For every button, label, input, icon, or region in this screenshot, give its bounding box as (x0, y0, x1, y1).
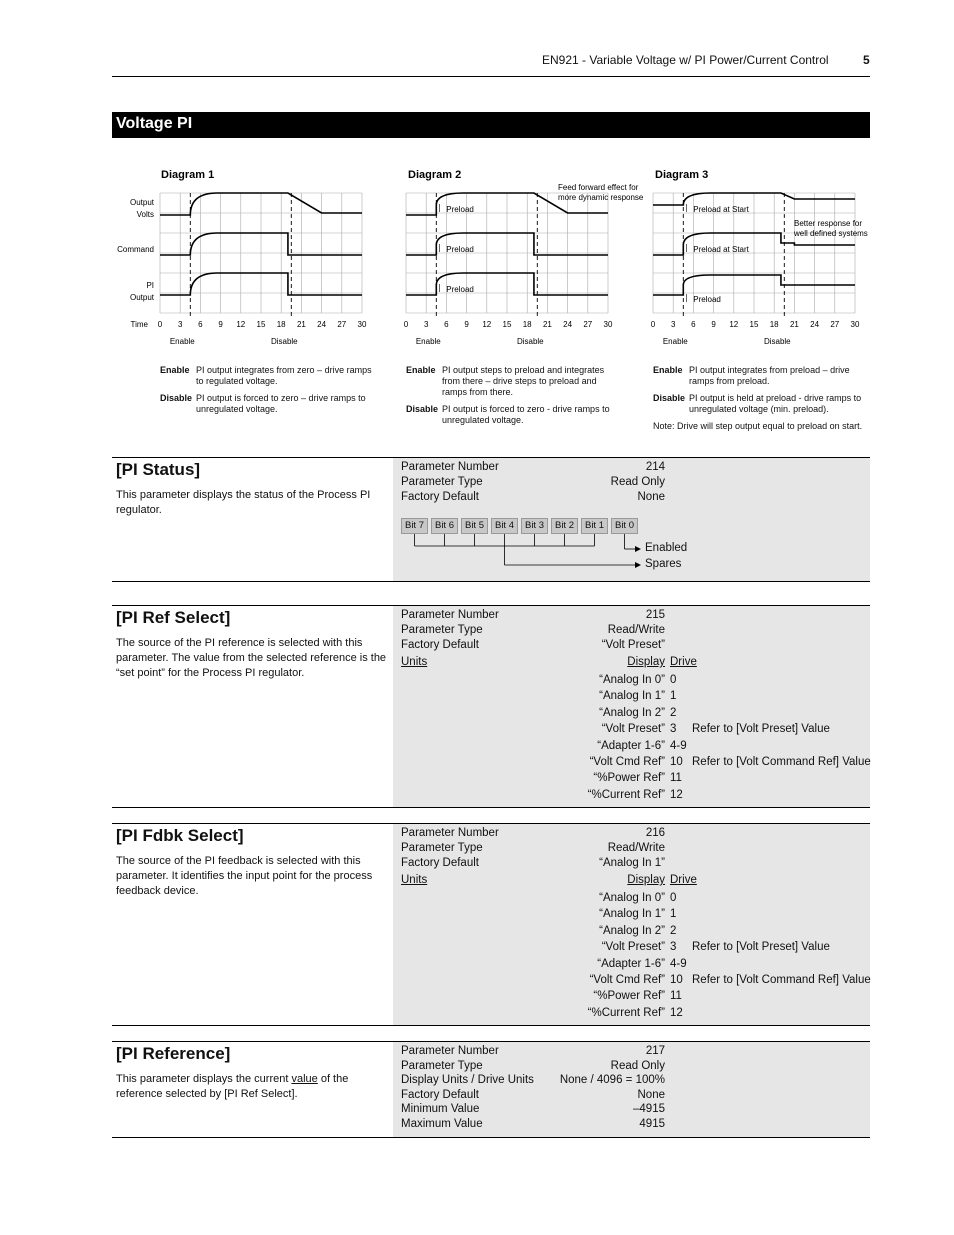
desc-text: PI output is forced to zero - drive ramps to unregulated voltage. (442, 404, 610, 425)
tick-label: 12 (729, 320, 739, 329)
param-field-label: Display Units / Drive Units (401, 1074, 534, 1087)
tick-label: 30 (850, 320, 860, 329)
param-description: The source of the PI feedback is selected with this parameter. It identifies the input point for the process feedback device. (116, 855, 373, 897)
desc-text: PI output integrates from preload – drive ramps from preload. (689, 365, 850, 386)
preload-label: Preload at Start (693, 245, 749, 254)
tick-label: 24 (317, 320, 327, 329)
param-field-value: Read Only (610, 1059, 665, 1072)
enable-label: Enable (415, 337, 441, 346)
diagram-note: Note: Drive will step output equal to preload on start. (653, 421, 863, 431)
tick-label: 27 (830, 320, 840, 329)
option-note: Refer to [Volt Preset] Value (692, 941, 830, 954)
option-display: “Analog In 0” (599, 674, 665, 686)
tick-label: 0 (650, 320, 656, 329)
param-description: The source of the PI reference is selected with this parameter. The value from the selected reference is the “set point” for the Process PI regulator. (116, 637, 387, 679)
tick-label: 15 (502, 320, 512, 329)
desc-term: Disable (653, 393, 686, 403)
desc-term: Enable (653, 365, 683, 375)
desc-text: PI output integrates from zero – drive ramps to regulated voltage. (196, 365, 372, 386)
desc-term: Enable (160, 365, 190, 375)
param-field-value: “Volt Preset” (601, 639, 665, 651)
time-label: Time (130, 320, 148, 329)
bit-label: Bit 4 (491, 518, 518, 534)
preload-label: Preload (693, 295, 721, 304)
tick-label: 18 (522, 320, 532, 329)
tick-label: 3 (177, 320, 183, 329)
diagram-description (406, 365, 618, 432)
param-field-label: Parameter Number (401, 1045, 499, 1057)
option-drive-value: 1 (670, 908, 677, 921)
param-field-value: 214 (645, 461, 665, 473)
bit-legend: Enabled (645, 542, 688, 554)
bit-label: Bit 5 (461, 518, 488, 534)
param-field-value: 217 (645, 1045, 665, 1057)
option-drive-value: 2 (670, 924, 677, 937)
bit-label: Bit 0 (611, 518, 638, 534)
disable-label: Disable (270, 337, 298, 346)
param-field-label: Factory Default (401, 639, 479, 651)
option-display: “Analog In 1” (599, 908, 665, 921)
diagram-3 (651, 169, 868, 346)
param-pi-reference (112, 1041, 870, 1138)
diagram-title: Diagram 3 (655, 169, 709, 181)
param-field-label: Factory Default (401, 857, 479, 869)
desc-term: Enable (406, 365, 436, 375)
option-drive-value: 12 (670, 1006, 683, 1019)
tick-label: 6 (198, 320, 203, 329)
preload-label: Preload (446, 205, 474, 214)
row-label: Output Volts (129, 198, 154, 219)
tick-label: 12 (236, 320, 246, 329)
param-field-label: Minimum Value (401, 1103, 480, 1116)
display-header: Display (627, 874, 665, 886)
option-display: “Analog In 2” (599, 924, 665, 937)
param-title: [PI Fdbk Select] (116, 826, 244, 845)
tick-label: 21 (296, 320, 306, 329)
desc-term: Disable (160, 393, 193, 403)
option-drive-value: 10 (670, 756, 683, 768)
tick-label: 30 (603, 320, 613, 329)
option-drive-value: 3 (670, 941, 677, 954)
header-title: EN921 - Variable Voltage w/ PI Power/Current Control (542, 53, 829, 67)
option-drive-value: 12 (670, 788, 683, 801)
param-field-value: –4915 (633, 1103, 665, 1116)
drive-header: Drive (670, 874, 697, 886)
tick-label: 18 (769, 320, 779, 329)
tick-label: 9 (464, 320, 469, 329)
tick-label: 21 (542, 320, 552, 329)
option-display: “Volt Preset” (601, 941, 665, 954)
bit-label: Bit 6 (431, 518, 458, 534)
disable-label: Disable (516, 337, 544, 346)
tick-label: 21 (789, 320, 799, 329)
diagram-1 (117, 169, 367, 346)
option-drive-value: 0 (670, 892, 677, 904)
tick-label: 15 (256, 320, 266, 329)
tick-label: 27 (337, 320, 347, 329)
option-display: “Adapter 1-6” (597, 957, 665, 970)
bit-label: Bit 1 (581, 518, 608, 534)
diagram-title: Diagram 2 (408, 169, 462, 181)
bit-map-lines (393, 534, 653, 574)
param-field-value: Read/Write (607, 624, 665, 636)
param-pi-status (112, 457, 870, 582)
desc-text: PI output steps to preload and integrates from there – drive steps to preload and ramps from there. (442, 365, 605, 397)
option-note: Refer to [Volt Command Ref] Value (692, 756, 871, 768)
page-number: 5 (863, 53, 870, 67)
param-field-label: Parameter Number (401, 609, 499, 621)
param-field-label: Parameter Type (401, 1059, 483, 1072)
tick-label: 9 (711, 320, 716, 329)
tick-label: 0 (403, 320, 409, 329)
option-drive-value: 11 (670, 772, 682, 785)
param-field-label: Factory Default (401, 491, 479, 503)
param-details (393, 458, 870, 581)
section-title: Voltage PI (112, 112, 870, 138)
tick-label: 15 (749, 320, 759, 329)
tick-label: 18 (276, 320, 286, 329)
header-rule (112, 76, 870, 77)
display-header: Display (627, 656, 665, 668)
diagram-2 (404, 169, 644, 346)
bit-label: Bit 2 (551, 518, 578, 534)
param-field-label: Maximum Value (401, 1118, 483, 1130)
param-field-value: None (637, 1088, 665, 1101)
row-label: PI Output (129, 281, 154, 302)
diagram-description (160, 365, 372, 421)
param-details (393, 824, 870, 1025)
param-field-value: 216 (645, 827, 665, 839)
param-pi-ref-select (112, 605, 870, 808)
desc-text: PI output is held at preload - drive ramps to unregulated voltage (min. preload). (689, 393, 862, 414)
tick-label: 24 (563, 320, 573, 329)
option-drive-value: 1 (670, 690, 677, 703)
param-title: [PI Reference] (116, 1044, 231, 1063)
bit-legend: Spares (645, 558, 682, 570)
param-field-value: Read/Write (607, 842, 665, 854)
param-details (393, 606, 870, 807)
option-display: “Analog In 2” (599, 706, 665, 719)
annotation: Feed forward effect for more dynamic response (558, 183, 644, 202)
option-display: “%Power Ref” (593, 772, 665, 785)
param-field-value: None (637, 491, 665, 503)
option-drive-value: 11 (670, 990, 682, 1003)
param-title: [PI Status] (116, 460, 201, 479)
param-pi-fdbk-select (112, 823, 870, 1026)
option-drive-value: 2 (670, 706, 677, 719)
annotation: Better response for well defined systems (794, 219, 868, 238)
option-display: “Volt Preset” (601, 723, 665, 736)
param-field-label: Parameter Type (401, 624, 483, 636)
param-field-label: Factory Default (401, 1088, 479, 1101)
bit-label: Bit 3 (521, 518, 548, 534)
param-field-label: Parameter Number (401, 461, 499, 473)
tick-label: 24 (810, 320, 820, 329)
param-field-label: Parameter Type (401, 476, 483, 488)
preload-label: Preload (446, 245, 474, 254)
param-title: [PI Ref Select] (116, 608, 231, 627)
param-field-value: “Analog In 1” (599, 857, 665, 869)
tick-label: 6 (691, 320, 696, 329)
tick-label: 27 (583, 320, 593, 329)
option-note: Refer to [Volt Command Ref] Value (692, 974, 871, 986)
tick-label: 0 (157, 320, 163, 329)
option-display: “%Current Ref” (587, 1006, 665, 1019)
preload-label: Preload (446, 285, 474, 294)
param-field-label: Parameter Number (401, 827, 499, 839)
option-drive-value: 4-9 (670, 739, 687, 752)
option-display: “%Current Ref” (587, 788, 665, 801)
drive-header: Drive (670, 656, 697, 668)
option-display: “%Power Ref” (593, 990, 665, 1003)
tick-label: 9 (218, 320, 223, 329)
option-drive-value: 0 (670, 674, 677, 686)
option-drive-value: 3 (670, 723, 677, 736)
enable-label: Enable (662, 337, 688, 346)
param-field-value: 215 (645, 609, 665, 621)
param-description: This parameter displays the status of the Process PI regulator. (116, 489, 371, 516)
option-drive-value: 4-9 (670, 957, 687, 970)
bit-label: Bit 7 (401, 518, 428, 534)
units-label: Units (401, 874, 428, 886)
enable-label: Enable (169, 337, 195, 346)
desc-term: Disable (406, 404, 439, 414)
tick-label: 30 (357, 320, 367, 329)
diagram-title: Diagram 1 (161, 169, 215, 181)
option-display: “Analog In 0” (599, 892, 665, 904)
param-description: This parameter displays the current value of the reference selected by [PI Ref Select]. (116, 1073, 349, 1100)
option-note: Refer to [Volt Preset] Value (692, 723, 830, 736)
param-field-value: None / 4096 = 100% (559, 1074, 665, 1087)
tick-label: 12 (482, 320, 492, 329)
option-display: “Volt Cmd Ref” (589, 974, 665, 986)
param-field-label: Parameter Type (401, 842, 483, 854)
row-label: Command (117, 245, 154, 254)
option-drive-value: 10 (670, 974, 683, 986)
param-field-value: 4915 (639, 1118, 665, 1130)
option-display: “Volt Cmd Ref” (589, 756, 665, 768)
preload-label: Preload at Start (693, 205, 749, 214)
option-display: “Analog In 1” (599, 690, 665, 703)
desc-text: PI output is forced to zero – drive ramps to unregulated voltage. (196, 393, 366, 414)
param-details (393, 1042, 870, 1137)
tick-label: 3 (670, 320, 676, 329)
disable-label: Disable (763, 337, 791, 346)
param-field-value: Read Only (610, 476, 665, 488)
option-display: “Adapter 1-6” (597, 739, 665, 752)
tick-label: 6 (444, 320, 449, 329)
tick-label: 3 (423, 320, 429, 329)
units-label: Units (401, 656, 428, 668)
diagram-description (653, 365, 865, 432)
